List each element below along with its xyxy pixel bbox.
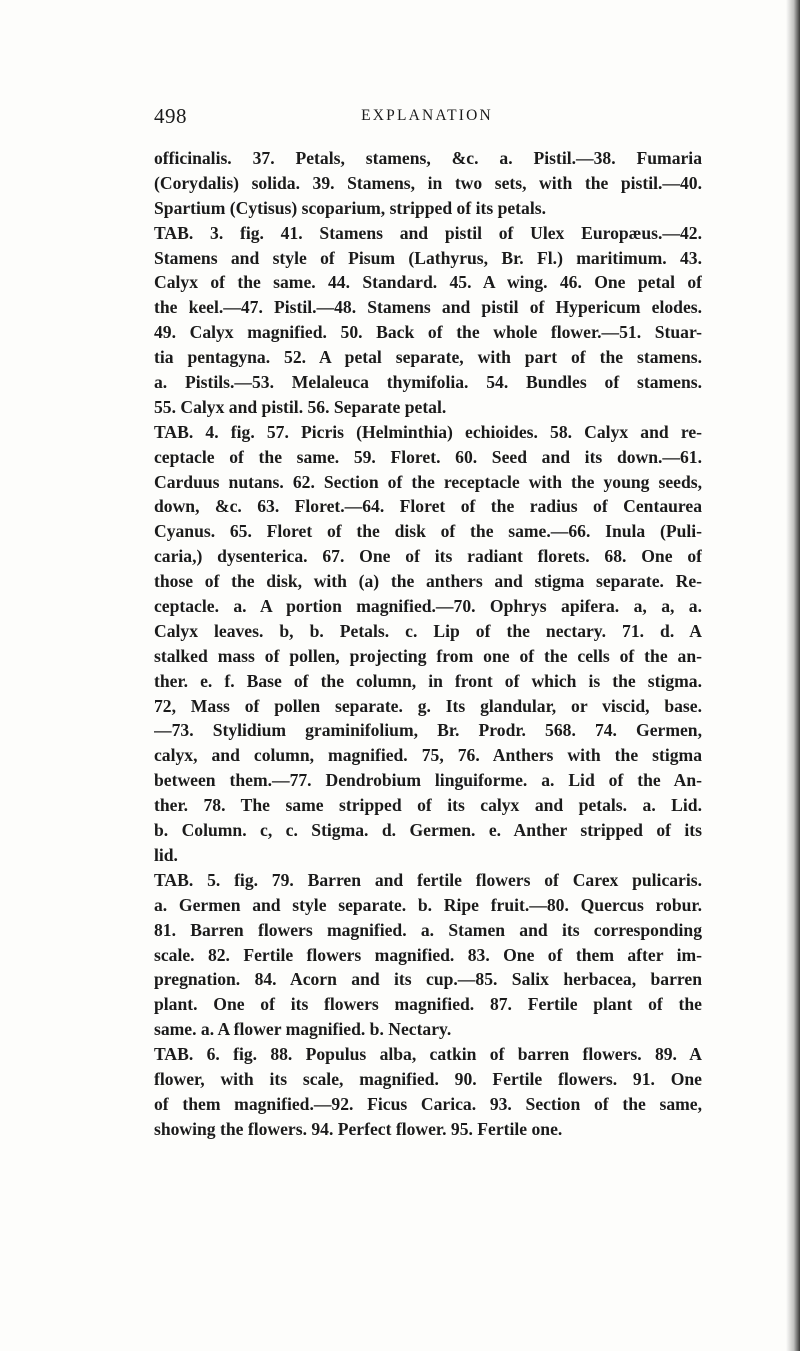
- page-header: [154, 104, 700, 132]
- text-line: ceptacle. a. A portion magnified.—70. Ophrys apifera. a, a, a.: [154, 596, 702, 617]
- text-line: plant. One of its flowers magnified. 87. Fertile plant of the: [154, 994, 702, 1015]
- text-line: of them magnified.—92. Ficus Carica. 93. Section of the same,: [154, 1093, 702, 1114]
- text-line: flower, with its scale, magnified. 90. Fertile flowers. 91. One: [154, 1068, 702, 1089]
- text-line: Calyx leaves. b, b. Petals. c. Lip of the nectary. 71. d. A: [154, 620, 702, 641]
- text-line: a. Germen and style separate. b. Ripe fruit.—80. Quercus robur.: [154, 894, 702, 915]
- text-line: Calyx of the same. 44. Standard. 45. A wing. 46. One petal of: [154, 272, 702, 293]
- text-line: 72, Mass of pollen separate. g. Its glandular, or viscid, base.: [154, 695, 702, 716]
- text-line: stalked mass of pollen, projecting from one of the cells of the an-: [154, 645, 702, 666]
- text-line: scale. 82. Fertile flowers magnified. 83. One of them after im-: [154, 944, 702, 965]
- text-line: ther. 78. The same stripped of its calyx and petals. a. Lid.: [154, 795, 702, 816]
- text-line: caria,) dysenterica. 67. One of its radiant florets. 68. One of: [154, 546, 702, 567]
- text-line: Carduus nutans. 62. Section of the receptacle with the young seeds,: [154, 471, 702, 492]
- body-text: [154, 146, 702, 1142]
- text-line: Spartium (Cytisus) scoparium, stripped of its petals.: [154, 197, 546, 218]
- text-line: TAB. 4. fig. 57. Picris (Helminthia) echioides. 58. Calyx and re-: [154, 421, 702, 442]
- text-line: tia pentagyna. 52. A petal separate, with part of the stamens.: [154, 347, 702, 368]
- text-line: (Corydalis) solida. 39. Stamens, in two sets, with the pistil.—40.: [154, 172, 702, 193]
- text-line: ceptacle of the same. 59. Floret. 60. Seed and its down.—61.: [154, 446, 702, 467]
- page-edge-shadow: [786, 0, 800, 1351]
- text-line: same. a. A flower magnified. b. Nectary.: [154, 1019, 452, 1040]
- text-line: the keel.—47. Pistil.—48. Stamens and pistil of Hypericum elodes.: [154, 297, 702, 318]
- text-line: —73. Stylidium graminifolium, Br. Prodr. 568. 74. Germen,: [154, 720, 702, 741]
- text-line: showing the flowers. 94. Perfect flower. 95. Fertile one.: [154, 1118, 563, 1139]
- text-line: 55. Calyx and pistil. 56. Separate petal.: [154, 396, 447, 417]
- page-number: 498: [154, 104, 187, 128]
- text-line: 81. Barren flowers magnified. a. Stamen and its corresponding: [154, 919, 702, 940]
- text-line: calyx, and column, magnified. 75, 76. Anthers with the stigma: [154, 745, 702, 766]
- text-line: Cyanus. 65. Floret of the disk of the same.—66. Inula (Puli-: [154, 521, 702, 542]
- text-line: ther. e. f. Base of the column, in front of which is the stigma.: [154, 670, 702, 691]
- text-line: a. Pistils.—53. Melaleuca thymifolia. 54. Bundles of stamens.: [154, 372, 702, 393]
- running-title: EXPLANATION: [361, 107, 493, 124]
- text-line: b. Column. c, c. Stigma. d. Germen. e. Anther stripped of its: [154, 820, 702, 841]
- text-line: between them.—77. Dendrobium linguiforme. a. Lid of the An-: [154, 770, 702, 791]
- text-line: TAB. 6. fig. 88. Populus alba, catkin of barren flowers. 89. A: [154, 1044, 702, 1065]
- text-line: pregnation. 84. Acorn and its cup.—85. Salix herbacea, barren: [154, 969, 702, 990]
- text-line: TAB. 5. fig. 79. Barren and fertile flowers of Carex pulicaris.: [154, 869, 702, 890]
- text-line: officinalis. 37. Petals, stamens, &c. a. Pistil.—38. Fumaria: [154, 148, 702, 168]
- text-line: TAB. 3. fig. 41. Stamens and pistil of Ulex Europæus.—42.: [154, 222, 702, 243]
- text-line: Stamens and style of Pisum (Lathyrus, Br. Fl.) maritimum. 43.: [154, 247, 702, 268]
- text-line: 49. Calyx magnified. 50. Back of the whole flower.—51. Stuar-: [154, 322, 702, 343]
- text-line: those of the disk, with (a) the anthers and stigma separate. Re-: [154, 571, 702, 592]
- text-line: lid.: [154, 844, 178, 865]
- text-line: down, &c. 63. Floret.—64. Floret of the radius of Centaurea: [154, 496, 702, 517]
